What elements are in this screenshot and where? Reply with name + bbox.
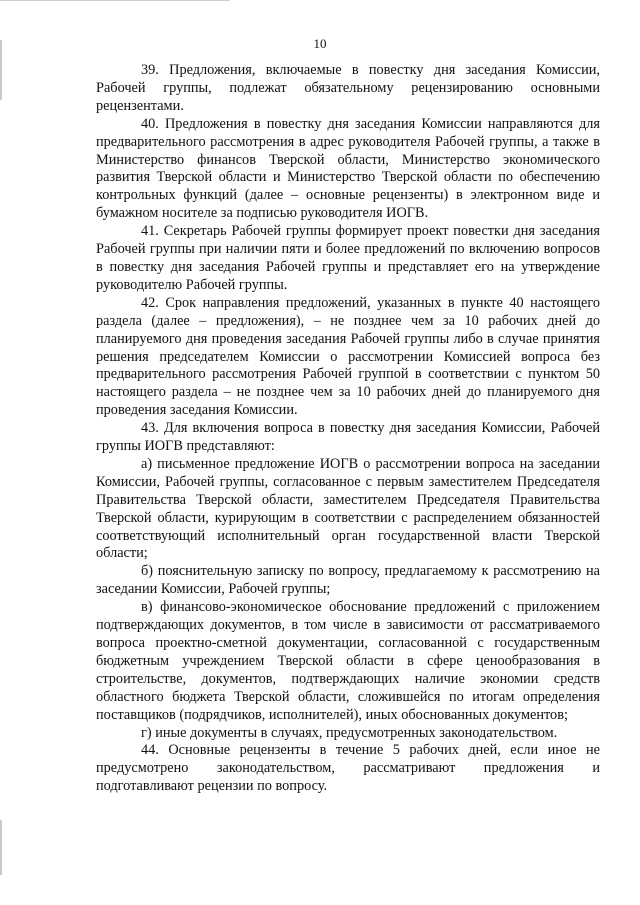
scan-edge-left <box>0 820 2 875</box>
paragraph-43-b: б) пояснительную записку по вопросу, предлагаемому к рассмотрению на заседании Комиссии, Рабочей группы; <box>96 563 600 598</box>
page-number: 10 <box>313 36 327 51</box>
paragraph-41: 41. Секретарь Рабочей группы формирует проект повестки дня заседания Рабочей группы при наличии пяти и более предложений по включению вопросов в повестку дня заседания Рабочей группы и представляет его на утверждение руководителю Рабочей группы. <box>96 223 600 293</box>
paragraph-43-v: в) финансово-экономическое обоснование предложений с приложением подтверждающих документов, в том числе в зависимости от рассматриваемого вопроса проектно-сметной документации, согласованной с государственным бюджетным учреждением Тверской области в сфере ценообразования в строительстве, документов, подтверждающих наличие экономии средств областного бюджета Тверской области, сложившейся по итогам определения поставщиков (подрядчиков, исполнителей), иных обоснованных документов; <box>96 599 600 723</box>
paragraph-39: 39. Предложения, включаемые в повестку дня заседания Комиссии, Рабочей группы, подлежат обязательному рецензированию основными рецензентами. <box>96 62 600 114</box>
scan-edge-top <box>0 0 230 1</box>
paragraph-44: 44. Основные рецензенты в течение 5 рабочих дней, если иное не предусмотрено законодательством, рассматривают предложения и подготавливают рецензии по вопросу. <box>96 742 600 795</box>
paragraph-42: 42. Срок направления предложений, указанных в пункте 40 настоящего раздела (далее – предложения), – не позднее чем за 10 рабочих дней до планируемого дня проведения заседания Рабочей группы либо в случае принятия решения председателем Комиссии о рассмотрении Комиссией вопроса без предварительного рассмотрения Рабочей группой в соответствии с пунктом 50 настоящего раздела – не позднее чем за 10 рабочих дней до планируемого дня проведения заседания Комиссии. <box>96 294 600 419</box>
paragraph-40: 40. Предложения в повестку дня заседания Комиссии направляются для предварительного рассмотрения в адрес руководителя Рабочей группы, а также в Министерство финансов Тверской области, Министерство экономического развития Тверской области и Министерство Тверской области по обеспечению контрольных функций (далее – основные рецензенты) в электронном виде и бумажном носителе за подписью руководителя ИОГВ. <box>96 115 600 222</box>
document-body <box>96 62 600 796</box>
paragraph-43: 43. Для включения вопроса в повестку дня заседания Комиссии, Рабочей группы ИОГВ представляют: <box>96 420 600 455</box>
paragraph-43-g: г) иные документы в случаях, предусмотренных законодательством. <box>141 724 558 741</box>
paragraph-43-a: а) письменное предложение ИОГВ о рассмотрении вопроса на заседании Комиссии, Рабочей группы, согласованное с первым заместителем Председателя Правительства Тверской области, заместителем Председателя Правительства Тверской области, курирующим в соответствии с распределением обязанностей соответствующий исполнительный орган государственной власти Тверской области; <box>96 455 600 562</box>
